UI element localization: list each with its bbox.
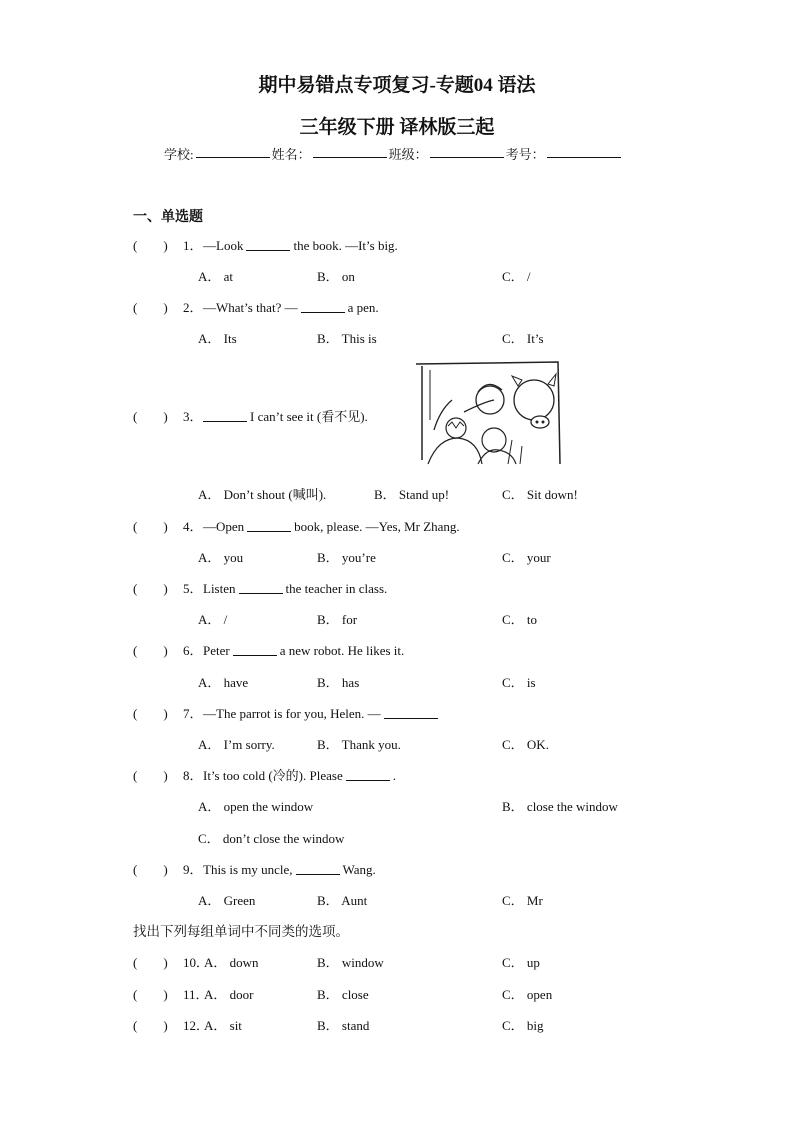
answer-paren[interactable]: ( ) — [133, 706, 168, 721]
option-c[interactable]: C． big — [502, 1018, 544, 1033]
option-b[interactable]: B． has — [317, 675, 360, 690]
option-b[interactable]: B． stand — [317, 1018, 370, 1033]
option-a[interactable]: A． have — [198, 675, 249, 690]
odd-one-out-instruction: 找出下列每组单词中不同类的选项。 — [133, 924, 349, 940]
option-c[interactable]: C． OK. — [502, 737, 549, 752]
name-blank[interactable] — [313, 144, 387, 158]
student-info-line — [164, 144, 623, 163]
answer-paren[interactable]: ( ) — [133, 768, 168, 783]
question-9 — [133, 859, 376, 878]
option-a[interactable]: A． Don’t shout (喊叫). — [198, 487, 327, 502]
option-c[interactable]: C． up — [502, 955, 540, 970]
option-b[interactable]: B． you’re — [317, 550, 376, 565]
answer-blank — [346, 768, 390, 781]
answer-paren[interactable]: ( ) — [133, 955, 168, 970]
question-text: —Open — [203, 519, 245, 534]
question-text: —What’s that? — — [203, 300, 298, 315]
answer-paren[interactable]: ( ) — [133, 862, 168, 877]
question-5 — [133, 578, 387, 597]
question-text: . — [392, 768, 396, 783]
question-4 — [133, 516, 460, 535]
answer-blank — [203, 409, 247, 422]
question-number: 11． — [183, 987, 209, 1002]
option-c[interactable]: C． your — [502, 550, 551, 565]
option-b[interactable]: B． Thank you. — [317, 737, 401, 752]
option-a[interactable]: A． at — [198, 269, 234, 284]
answer-paren[interactable]: ( ) — [133, 409, 168, 424]
option-a[interactable]: A． door — [204, 987, 254, 1002]
answer-paren[interactable]: ( ) — [133, 238, 168, 253]
question-10 — [133, 952, 209, 971]
answer-blank — [239, 581, 283, 594]
option-c[interactable]: C． to — [502, 612, 538, 627]
question-text: —Look — [203, 238, 244, 253]
question-6 — [133, 640, 404, 659]
answer-paren[interactable]: ( ) — [133, 987, 168, 1002]
question-text: Peter — [203, 643, 230, 658]
answer-paren[interactable]: ( ) — [133, 643, 168, 658]
cinema-crowd-illustration — [408, 360, 564, 468]
option-a[interactable]: A． Its — [198, 331, 237, 346]
question-text: Listen — [203, 581, 236, 596]
question-number: 3． — [183, 409, 203, 424]
class-blank[interactable] — [430, 144, 504, 158]
option-b[interactable]: B． on — [317, 269, 355, 284]
question-number: 4． — [183, 519, 203, 534]
option-a[interactable]: A． Green — [198, 893, 256, 908]
answer-blank — [384, 706, 438, 719]
answer-blank — [246, 238, 290, 251]
option-c[interactable]: C． is — [502, 675, 536, 690]
answer-blank — [233, 643, 277, 656]
school-label: 学校: — [164, 147, 194, 162]
answer-blank — [247, 519, 291, 532]
question-number: 10． — [183, 955, 210, 970]
question-text: —The parrot is for you, Helen. — — [203, 706, 381, 721]
option-b[interactable]: B． close — [317, 987, 369, 1002]
class-label: 班级： — [388, 147, 428, 162]
option-c[interactable]: C． don’t close the window — [198, 831, 345, 846]
question-number: 6． — [183, 643, 203, 658]
question-11 — [133, 984, 209, 1003]
question-3 — [133, 406, 368, 425]
option-a[interactable]: A． down — [204, 955, 259, 970]
page-title: 期中易错点专项复习-专题04 语法 — [258, 75, 536, 96]
answer-paren[interactable]: ( ) — [133, 300, 168, 315]
option-c[interactable]: C． Mr — [502, 893, 543, 908]
option-a[interactable]: A． you — [198, 550, 244, 565]
answer-paren[interactable]: ( ) — [133, 519, 168, 534]
question-text: Wang. — [342, 862, 376, 877]
option-c[interactable]: C． Sit down! — [502, 487, 578, 502]
question-number: 12． — [183, 1018, 210, 1033]
option-b[interactable]: B． Aunt — [317, 893, 368, 908]
question-number: 8． — [183, 768, 203, 783]
option-a[interactable]: A． I’m sorry. — [198, 737, 275, 752]
answer-blank — [301, 300, 345, 313]
question-text: a new robot. He likes it. — [279, 643, 405, 658]
question-8 — [133, 765, 396, 784]
question-2 — [133, 297, 379, 316]
question-number: 9． — [183, 862, 203, 877]
option-c[interactable]: C． / — [502, 269, 531, 284]
question-text: the teacher in class. — [285, 581, 388, 596]
name-label: 姓名： — [271, 147, 311, 162]
option-b[interactable]: B． This is — [317, 331, 377, 346]
question-7 — [133, 703, 441, 722]
question-12 — [133, 1015, 209, 1034]
question-number: 7． — [183, 706, 203, 721]
page-subtitle: 三年级下册 译林版三起 — [299, 117, 495, 138]
question-text: book, please. —Yes, Mr Zhang. — [294, 519, 460, 534]
question-text: I can’t see it (看不见). — [250, 409, 368, 424]
question-number: 1． — [183, 238, 203, 253]
question-1 — [133, 235, 398, 254]
option-a[interactable]: A． / — [198, 612, 228, 627]
number-label: 考号： — [505, 147, 545, 162]
option-b[interactable]: B． Stand up! — [374, 487, 450, 502]
option-c[interactable]: C． open — [502, 987, 553, 1002]
question-text: the book. —It’s big. — [293, 238, 398, 253]
question-text: This is my uncle, — [203, 862, 293, 877]
question-number: 2． — [183, 300, 203, 315]
school-blank[interactable] — [196, 144, 270, 158]
option-b[interactable]: B． close the window — [502, 799, 618, 814]
option-b[interactable]: B． window — [317, 955, 384, 970]
option-a[interactable]: A． open the window — [198, 799, 314, 814]
number-blank[interactable] — [547, 144, 621, 158]
option-c[interactable]: C． It’s — [502, 331, 544, 346]
answer-blank — [296, 862, 340, 875]
section-heading: 一、单选题 — [133, 209, 203, 225]
option-a[interactable]: A． sit — [204, 1018, 242, 1033]
option-b[interactable]: B． for — [317, 612, 358, 627]
question-number: 5． — [183, 581, 203, 596]
answer-paren[interactable]: ( ) — [133, 1018, 168, 1033]
answer-paren[interactable]: ( ) — [133, 581, 168, 596]
question-text: It’s too cold (冷的). Please — [203, 768, 343, 783]
question-text: a pen. — [347, 300, 379, 315]
